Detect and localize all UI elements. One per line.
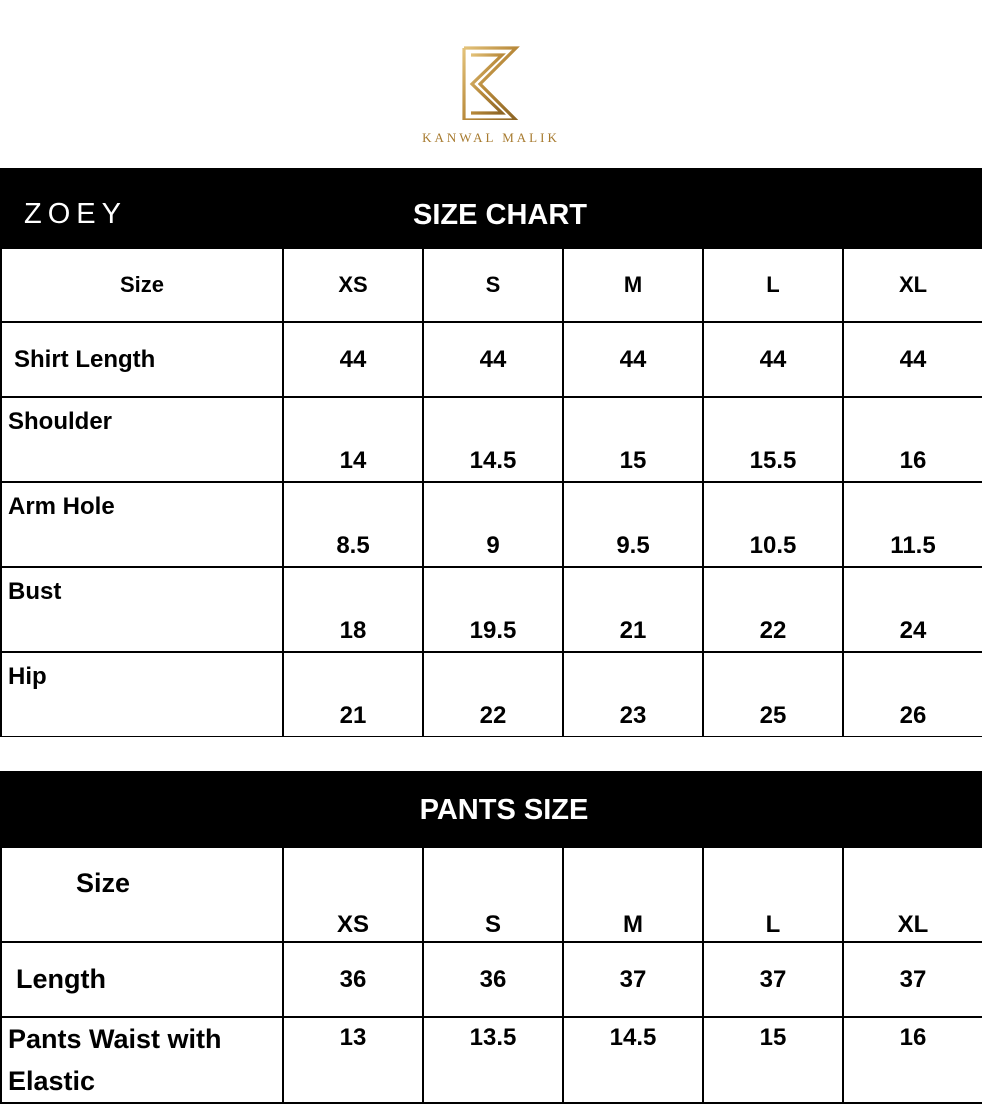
row-label: Shirt Length	[1, 322, 283, 397]
header-size-m: M	[563, 847, 703, 942]
header-size-xs: XS	[283, 847, 423, 942]
table-cell: 37	[703, 942, 843, 1017]
table-row	[1, 482, 982, 567]
table-header-row	[1, 847, 982, 942]
table-cell: 14.5	[423, 397, 563, 482]
table-cell: 36	[423, 942, 563, 1017]
header-size-xl: XL	[843, 847, 982, 942]
k-monogram-icon	[461, 40, 521, 120]
table-row	[1, 567, 982, 652]
table-cell: 14	[283, 397, 423, 482]
header-size-label: Size	[1, 248, 283, 322]
row-label: Hip	[1, 652, 283, 737]
table-cell: 23	[563, 652, 703, 737]
table-cell: 16	[843, 397, 982, 482]
table-cell: 14.5	[563, 1017, 703, 1103]
header-size-l: L	[703, 248, 843, 322]
table-cell: 11.5	[843, 482, 982, 567]
size-chart-title: SIZE CHART	[413, 199, 587, 231]
table-row	[1, 322, 982, 397]
table-cell: 16	[843, 1017, 982, 1103]
table-row	[1, 652, 982, 737]
table-cell: 22	[703, 567, 843, 652]
table-cell: 44	[563, 322, 703, 397]
table-header-row	[1, 248, 982, 322]
table-cell: 15	[703, 1017, 843, 1103]
table-cell: 9.5	[563, 482, 703, 567]
pants-size-table	[0, 846, 982, 1104]
table-cell: 44	[283, 322, 423, 397]
table-cell: 44	[843, 322, 982, 397]
brand-name: KANWAL MALIK	[422, 130, 560, 145]
brand-logo	[0, 40, 982, 120]
table-cell: 44	[703, 322, 843, 397]
table-row	[1, 397, 982, 482]
row-label: Pants Waist with Elastic	[1, 1017, 283, 1103]
table-cell: 25	[703, 652, 843, 737]
table-row	[1, 1017, 982, 1103]
table-cell: 13.5	[423, 1017, 563, 1103]
table-cell: 9	[423, 482, 563, 567]
header-size-s: S	[423, 248, 563, 322]
row-label: Bust	[1, 567, 283, 652]
table-cell: 37	[843, 942, 982, 1017]
row-label: Length	[1, 942, 283, 1017]
header-size-xl: XL	[843, 248, 982, 322]
header-size-xs: XS	[283, 248, 423, 322]
table-cell: 15	[563, 397, 703, 482]
table-cell: 22	[423, 652, 563, 737]
product-name: ZOEY	[24, 198, 127, 230]
size-chart-table	[0, 247, 982, 737]
table-row	[1, 942, 982, 1017]
row-label: Arm Hole	[1, 482, 283, 567]
table-cell: 44	[423, 322, 563, 397]
table-cell: 13	[283, 1017, 423, 1103]
row-label: Shoulder	[1, 397, 283, 482]
table-cell: 8.5	[283, 482, 423, 567]
size-chart-header-bar	[0, 168, 982, 247]
table-cell: 18	[283, 567, 423, 652]
table-cell: 37	[563, 942, 703, 1017]
header-size-label: Size	[1, 847, 283, 942]
header-size-s: S	[423, 847, 563, 942]
table-cell: 21	[563, 567, 703, 652]
header-size-m: M	[563, 248, 703, 322]
table-cell: 10.5	[703, 482, 843, 567]
pants-size-header-bar	[0, 771, 982, 846]
pants-size-title: PANTS SIZE	[419, 794, 589, 826]
table-cell: 24	[843, 567, 982, 652]
table-cell: 15.5	[703, 397, 843, 482]
table-cell: 19.5	[423, 567, 563, 652]
table-cell: 36	[283, 942, 423, 1017]
table-cell: 21	[283, 652, 423, 737]
header-size-l: L	[703, 847, 843, 942]
table-cell: 26	[843, 652, 982, 737]
